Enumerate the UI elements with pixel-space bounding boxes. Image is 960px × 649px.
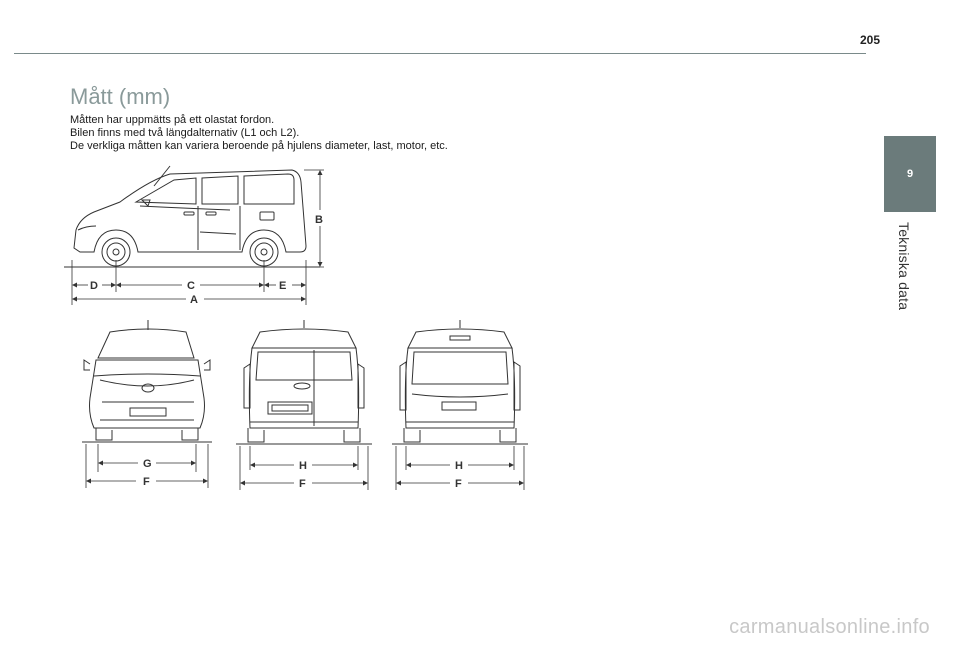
rear-view-1-diagram [236,318,372,492]
dim-label-c: C [187,280,195,292]
dim-label-g: G [143,458,152,470]
page-number: 205 [859,33,880,47]
intro-line-2: Bilen finns med två längdalternativ (L1 och L2). [70,127,300,139]
front-view-diagram [82,318,212,490]
intro-line-3: De verkliga måtten kan variera beroende på hjulens diameter, last, motor, etc. [70,140,448,152]
dim-label-e: E [279,280,287,292]
intro-line-1: Måtten har uppmätts på ett olastat fordon. [70,114,275,126]
dim-label-b: B [315,214,323,226]
header-rule [14,53,866,54]
dim-label-h-2: H [455,460,463,472]
section-title: Mått (mm) [70,84,171,109]
dim-label-d: D [90,280,98,292]
dim-label-a: A [190,294,198,306]
dim-label-h-1: H [299,460,307,472]
dim-label-f-rear-1: F [299,478,306,490]
chapter-tab[interactable] [884,136,936,212]
dim-label-f-rear-2: F [455,478,462,490]
dim-label-f-front: F [143,476,150,488]
chapter-title: Tekniska data [896,222,912,311]
chapter-number: 9 [906,168,914,180]
footer-watermark[interactable]: carmanualsonline.info [729,616,930,638]
side-view-diagram [60,160,340,310]
intro-text [70,114,448,153]
rear-view-2-diagram [392,318,528,492]
